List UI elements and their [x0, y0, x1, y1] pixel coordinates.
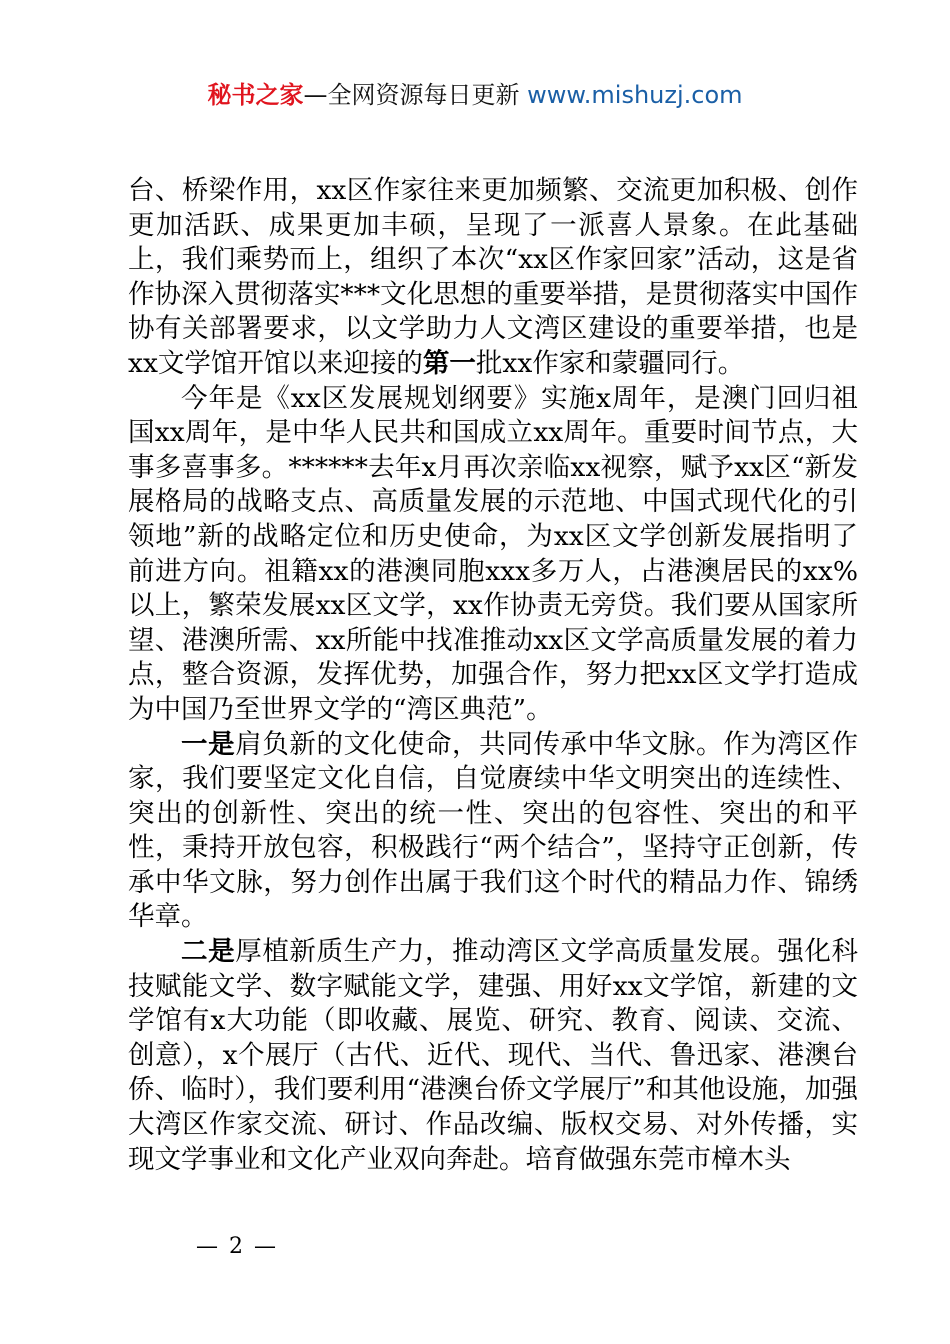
body-paragraph-4 — [128, 935, 858, 1177]
body-paragraph-2 — [128, 382, 858, 728]
header-site-url[interactable]: www.mishuzj.com — [527, 81, 743, 109]
paragraph-text: 台、桥梁作用，xx区作家往来更加频繁、交流更加积极、创作更加活跃、成果更加丰硕，呈现了一派喜人景象。在此基础上，我们乘势而上，组织了本次“xx区作家回家”活动，这是省作协深入贯彻落实***文化思想的重要举措，是贯彻落实中国作协有关部署要求，以文学助力人文湾区建设的重要举措，也是xx文学馆开馆以来迎接的 — [128, 175, 858, 379]
header-brand: 秘书之家 — [207, 81, 304, 109]
page-header — [0, 78, 950, 112]
paragraph-lead: 一是 — [181, 728, 236, 760]
paragraph-text: 今年是《xx区发展规划纲要》实施x周年，是澳门回归祖国xx周年，是中华人民共和国成立xx周年。重要时间节点，大事多喜事多。******去年x月再次亲临xx视察，赋予xx区“新发展格局的战略支点、高质量发展的示范地、中国式现代化的引领地”新的战略定位和历史使命，为xx区文学创新发展指明了前进方向。祖籍xx的港澳同胞xxx多万人，占港澳居民的xx%以上，繁荣发展xx区文学，xx作协责无旁贷。我们要从国家所望、港澳所需、xx所能中找准推动xx区文学高质量发展的着力点，整合资源，发挥优势，加强合作，努力把xx区文学打造成为中国乃至世界文学的“湾区典范”。 — [128, 382, 858, 725]
paragraph-text: 厚植新质生产力，推动湾区文学高质量发展。强化科技赋能文学、数字赋能文学，建强、用好xx文学馆，新建的文学馆有x大功能（即收藏、展览、研究、教育、阅读、交流、创意），x个展厅（古代、近代、现代、当代、鲁迅家、港澳台侨、临时），我们要利用“港澳台侨文学展厅”和其他设施，加强大湾区作家交流、研讨、作品改编、版权交易、对外传播，实现文学事业和文化产业双向奔赴。培育做强东莞市樟木头 — [128, 936, 859, 1175]
paragraph-tail: 批xx作家和蒙疆同行。 — [475, 347, 745, 379]
header-tagline: —全网资源每日更新 — [303, 81, 528, 109]
body-paragraph-3 — [128, 728, 858, 936]
emphasis-text: 第一 — [422, 347, 476, 379]
document-body — [128, 174, 858, 1177]
page-number: — 2 — — [196, 1234, 278, 1259]
paragraph-lead: 二是 — [181, 936, 236, 968]
body-paragraph-1 — [128, 174, 858, 382]
paragraph-text: 肩负新的文化使命，共同传承中华文脉。作为湾区作家，我们要坚定文化自信，自觉赓续中华文明突出的连续性、突出的创新性、突出的统一性、突出的包容性、突出的和平性，秉持开放包容，积极践行“两个结合”，坚持守正创新，传承中华文脉，努力创作出属于我们这个时代的精品力作、锦绣华章。 — [128, 728, 859, 933]
